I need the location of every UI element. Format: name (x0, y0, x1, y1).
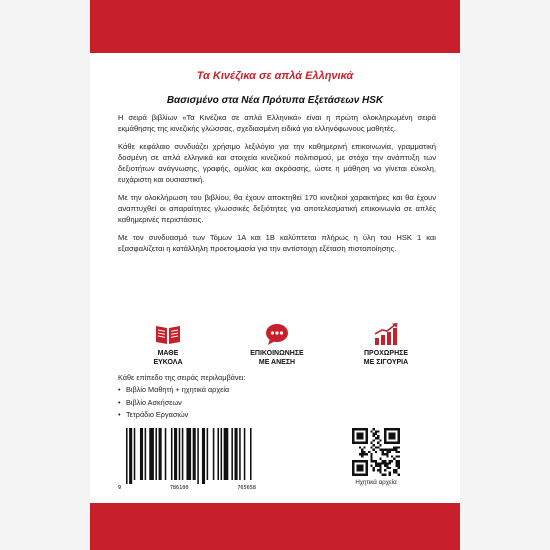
barcode-bar (224, 428, 229, 480)
top-red-band (90, 0, 460, 53)
qr-module (370, 442, 372, 444)
barcode-bar (193, 428, 196, 480)
qr-module (379, 469, 381, 471)
qr-module (377, 435, 379, 437)
feature-label-line1: ΜΑΘΕ (157, 350, 179, 357)
qr-module (398, 460, 400, 462)
qr-module (384, 449, 386, 451)
qr-module (368, 451, 370, 453)
feature-label-line2: ΕΥΚΟΛΑ (153, 358, 183, 366)
qr-module (361, 451, 363, 453)
qr-module (393, 446, 395, 448)
barcode-bar (149, 428, 154, 480)
barcode-bar (155, 428, 157, 480)
qr-module (384, 474, 386, 476)
qr-module (384, 462, 386, 464)
barcode-bar (182, 428, 184, 480)
qr-module (359, 446, 361, 448)
qr-module (375, 437, 377, 439)
qr-module (389, 433, 396, 440)
qr-module (377, 446, 379, 448)
open-book-icon (154, 322, 182, 346)
qr-module (373, 435, 375, 437)
barcode-bar (235, 428, 238, 480)
list-item: • Βιβλίο Μαθητή + ηχητικά αρχεία (118, 385, 230, 394)
qr-module (373, 444, 375, 446)
qr-module (395, 451, 397, 453)
qr-module (366, 453, 368, 455)
qr-module (398, 451, 400, 453)
qr-module (357, 465, 364, 472)
barcode-bar (145, 428, 147, 480)
qr-module (384, 460, 386, 462)
qr-module (377, 437, 379, 439)
qr-module (363, 451, 365, 453)
description (118, 112, 436, 260)
list-item: • Βιβλίο Ασκήσεων (118, 397, 182, 407)
qr-module (395, 471, 397, 473)
barcode-bar (231, 428, 233, 480)
qr-module (377, 442, 379, 444)
barcode-bar (202, 428, 205, 484)
qr-code[interactable] (352, 428, 400, 476)
qr-module (391, 449, 393, 451)
barcode-bar (159, 428, 162, 480)
book-back-cover (90, 0, 460, 550)
barcode-bar (140, 428, 143, 480)
qr-module (370, 455, 372, 457)
description-paragraph: Με την ολοκλήρωση του βιβλίου, θα έχουν αποκτηθεί 170 κινεζικοί χαρακτήρες και θα έχουν αναπτυχθεί οι απαραίτητες γλωσσικές δεξιότητες για αποτελεσματική επικοινωνία σε απλές καθημερινές περιστάσεις. (118, 192, 436, 225)
qr-module (377, 430, 379, 432)
qr-module (379, 444, 381, 446)
qr-module (375, 433, 377, 435)
qr-module (375, 446, 377, 448)
qr-module (389, 471, 391, 473)
qr-module (370, 446, 372, 448)
feature-label-line1: ΠΡΟΧΩΡΗΣΕ (363, 350, 409, 357)
qr-module (386, 462, 388, 464)
qr-module (363, 446, 365, 448)
qr-module (389, 460, 391, 462)
qr-module (382, 449, 384, 451)
qr-module (373, 469, 375, 471)
list-item: • Τετράδιο Εργασιών (118, 410, 189, 419)
list-item-label: Τετράδιο Εργασιών (126, 410, 189, 419)
qr-module (391, 460, 393, 462)
bottom-red-band (90, 503, 460, 550)
barcode-bar (244, 428, 246, 480)
feature-learn-easily (118, 322, 218, 367)
qr-module (375, 451, 377, 453)
list-item-label: Βιβλίο Ασκήσεων (126, 397, 182, 407)
qr-module (373, 449, 375, 451)
qr-module (377, 462, 379, 464)
description-paragraph: Η σειρά βιβλίων «Τα Κινέζικα σε απλά Ελληνικά» είναι η πρώτη ολοκληρωμένη σειρά εκμάθησης της κινεζικής γλώσσας, σχεδιασμένη ειδικά για ελληνόφωνους μαθητές. (118, 113, 436, 134)
barcode-bar (250, 428, 252, 480)
qr-module (370, 458, 372, 460)
barcode-digits (118, 485, 256, 491)
qr-module (384, 469, 386, 471)
feature-row (118, 322, 436, 370)
qr-module (391, 455, 393, 457)
qr-module (398, 467, 400, 469)
barcode-bar (129, 428, 132, 484)
description-paragraph: Με τον συνδυασμό των Τόμων 1Α και 1Β καλύπτεται πλήρως η ύλη του HSK 1 και εξασφαλίζεται η κατάλληλη προετοιμασία για την αντίστοιχη εξέταση πιστοποίησης. (118, 232, 436, 253)
qr-module (370, 430, 372, 432)
series-list (118, 384, 229, 422)
book-title: Τα Κινέζικα σε απλά Ελληνικά (196, 70, 354, 82)
barcode-bars (118, 428, 256, 484)
feature-progress (336, 322, 436, 367)
qr-module (370, 453, 372, 455)
qr-module (389, 462, 391, 464)
qr-module (379, 465, 381, 467)
qr-module (389, 467, 391, 469)
qr-module (373, 439, 375, 441)
qr-module (375, 465, 377, 467)
qr-module (389, 474, 391, 476)
qr-module (370, 465, 372, 467)
qr-module (398, 474, 400, 476)
series-intro: Κάθε επίπεδο της σειράς περιλαμβάνει: (118, 373, 246, 382)
barcode-bar (171, 428, 173, 480)
qr-label: Ηχητικά αρχεία (355, 479, 397, 486)
qr-module (379, 471, 381, 473)
qr-module (395, 465, 397, 467)
feature-label-line2: ΜΕ ΣΙΓΟΥΡΙΑ (363, 358, 409, 366)
barcode-bar (213, 428, 215, 480)
chat-bubble-icon (264, 322, 290, 346)
qr-module (361, 455, 363, 457)
qr-module (373, 428, 375, 430)
qr-module (398, 465, 400, 467)
qr-module (384, 453, 386, 455)
qr-module (382, 451, 384, 453)
qr-module (395, 446, 397, 448)
barcode-bar (217, 428, 219, 480)
qr-module (382, 453, 384, 455)
qr-module (373, 433, 375, 435)
qr-module (382, 460, 384, 462)
barcode-bar (179, 428, 181, 480)
qr-module (357, 433, 364, 440)
qr-module (393, 458, 395, 460)
qr-module (386, 467, 388, 469)
qr-module (386, 465, 388, 467)
qr-module (386, 451, 388, 453)
qr-module (398, 455, 400, 457)
qr-module (393, 449, 395, 451)
feature-label-line1: ΕΠΙΚΟΙΝΩΝΗΣΕ (250, 350, 304, 357)
feature-label-line2: ΜΕ ΑΝΕΣΗ (258, 358, 296, 366)
qr-module (389, 451, 391, 453)
qr-module (377, 465, 379, 467)
qr-module (379, 439, 381, 441)
barcode-digit-group: 765658 (237, 485, 256, 491)
feature-communicate (227, 322, 327, 367)
qr-module (393, 471, 395, 473)
qr-module (361, 449, 363, 451)
qr-module (375, 430, 377, 432)
qr-module (363, 453, 365, 455)
barcode-bar (207, 428, 209, 480)
isbn-barcode (118, 428, 256, 490)
barcode-bar (239, 428, 241, 480)
book-subtitle: Βασισμένο στα Νέα Πρότυπα Εξετάσεων HSK (166, 95, 384, 106)
qr-module (379, 449, 381, 451)
description-paragraph: Κάθε κεφάλαιο συνδυάζει χρήσιμο λεξιλόγιο για την καθημερινή επικοινωνία, γραμματική δοσμένη σε απλά ελληνικά και στοιχεία κινεζικού πολιτισμού, με στόχο την ανάπτυξη των δεξιοτήτων ανάγνωσης, γραφής, ομιλίας και ακρόασης, ώστε η μάθηση να γίνεται εύκολη, ευχάριστη και ουσιαστική. (118, 141, 436, 185)
qr-module (386, 455, 388, 457)
qr-module (370, 460, 372, 462)
qr-module (395, 462, 397, 464)
barcode-bar (134, 428, 136, 480)
qr-module (361, 453, 363, 455)
qr-module (398, 446, 400, 448)
qr-module (379, 462, 381, 464)
qr-module (375, 462, 377, 464)
barcode-bar (221, 428, 223, 480)
qr-module (373, 460, 375, 462)
qr-module (393, 469, 395, 471)
barcode-digit-group: 786100 (169, 485, 189, 491)
qr-module (379, 467, 381, 469)
list-item-label: Βιβλίο Μαθητή + ηχητικά αρχεία (126, 385, 230, 394)
qr-module (377, 469, 379, 471)
growth-chart-icon (372, 322, 400, 346)
qr-module (395, 469, 397, 471)
qr-module (395, 449, 397, 451)
qr-module (373, 467, 375, 469)
qr-module (398, 462, 400, 464)
qr-module (375, 460, 377, 462)
barcode-bar (186, 428, 191, 480)
barcode-bar (197, 428, 199, 484)
barcode-bar (174, 428, 177, 480)
qr-module (384, 465, 386, 467)
qr-module (395, 460, 397, 462)
qr-module (359, 453, 361, 455)
qr-module (386, 449, 388, 451)
qr-module (389, 449, 391, 451)
qr-module (382, 462, 384, 464)
qr-module (379, 458, 381, 460)
qr-module (386, 453, 388, 455)
barcode-bar (126, 428, 128, 484)
barcode-digit-group: 9 (118, 485, 122, 491)
qr-module (395, 455, 397, 457)
qr-module (382, 474, 384, 476)
barcode-bar (165, 428, 167, 480)
